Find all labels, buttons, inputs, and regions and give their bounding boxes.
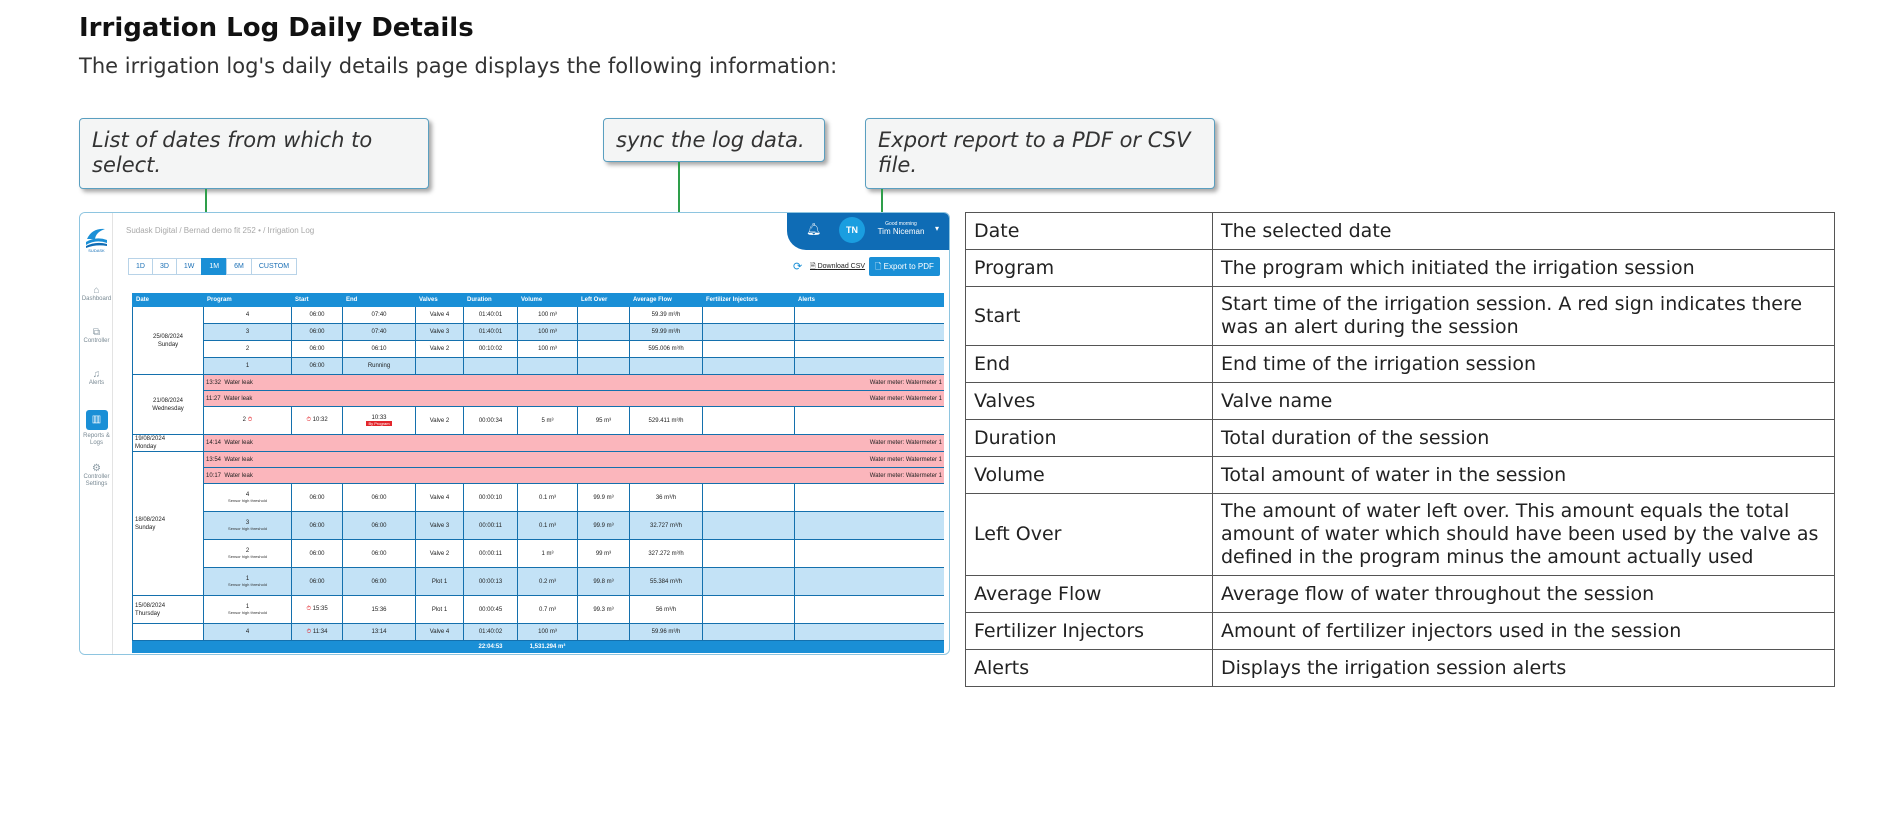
volume-cell: 0.1 m³ <box>518 484 578 512</box>
fertilizer-cell <box>703 358 795 375</box>
callout-sync <box>603 118 825 162</box>
alerts-cell <box>795 568 945 596</box>
definition-term: Average Flow <box>966 576 1213 613</box>
valve-cell: Plot 1 <box>416 568 464 596</box>
controller-icon: ⧉ <box>92 327 101 338</box>
export-pdf-label: Export to PDF <box>883 262 934 271</box>
chart-icon: ▥ <box>86 410 108 430</box>
leftover-cell: 99 m³ <box>578 540 630 568</box>
definition-desc: Displays the irrigation session alerts <box>1213 650 1835 687</box>
table-row[interactable] <box>133 358 945 375</box>
bell-icon: ♫ <box>92 369 101 380</box>
definition-term: Valves <box>966 383 1213 420</box>
definition-row <box>966 213 1835 250</box>
definition-row <box>966 346 1835 383</box>
definition-desc: End time of the irrigation session <box>1213 346 1835 383</box>
sync-icon[interactable]: ⟳ <box>793 261 803 273</box>
alerts-cell <box>795 484 945 512</box>
callout-dates <box>79 118 429 189</box>
leftover-cell <box>578 624 630 641</box>
leftover-cell <box>578 307 630 324</box>
definition-desc: The program which initiated the irrigation session <box>1213 250 1835 287</box>
table-row[interactable] <box>133 484 945 512</box>
duration-cell: 00:00:34 <box>464 407 518 435</box>
duration-cell: 00:00:11 <box>464 512 518 540</box>
alert-row[interactable] <box>133 468 945 484</box>
duration-cell: 00:00:13 <box>464 568 518 596</box>
leftover-cell: 99.9 m³ <box>578 484 630 512</box>
program-cell: 4 <box>204 624 292 641</box>
alert-clock-icon: ⏱ <box>247 417 253 423</box>
sidebar-item-controller[interactable] <box>80 329 113 345</box>
col-duration[interactable]: Duration <box>464 294 518 307</box>
program-cell: 2 <box>204 341 292 358</box>
page-intro: The irrigation log's daily details page displays the following information: <box>79 54 838 78</box>
fertilizer-cell <box>703 596 795 624</box>
flow-cell <box>630 358 703 375</box>
flow-cell: 595.006 m³/h <box>630 341 703 358</box>
start-cell: 06:00 <box>292 484 343 512</box>
definition-desc: Start time of the irrigation session. A red sign indicates there was an alert during the session <box>1213 287 1835 346</box>
leftover-cell: 99.3 m³ <box>578 596 630 624</box>
start-cell: 06:00 <box>292 358 343 375</box>
valve-cell: Valve 3 <box>416 324 464 341</box>
top-bar <box>787 212 950 250</box>
flow-cell: 32.727 m³/h <box>630 512 703 540</box>
home-icon: ⌂ <box>93 285 100 296</box>
duration-cell <box>464 358 518 375</box>
end-cell: 06:00 <box>343 512 416 540</box>
flow-cell: 59.39 m³/h <box>630 307 703 324</box>
start-cell: ⏱ 11:34 <box>292 624 343 641</box>
duration-cell: 01:40:01 <box>464 324 518 341</box>
flow-cell: 59.96 m³/h <box>630 624 703 641</box>
fertilizer-cell <box>703 307 795 324</box>
end-cell: 10:33 By Program <box>343 407 416 435</box>
app-screenshot <box>79 212 950 655</box>
totals-row <box>133 641 945 653</box>
range-1w-button[interactable]: 1W <box>176 258 203 275</box>
table-row[interactable] <box>133 324 945 341</box>
export-pdf-button[interactable]: 🗋︎ Export to PDF <box>869 257 940 276</box>
sidebar-item-alerts[interactable] <box>80 371 113 387</box>
program-cell: 4 <box>204 307 292 324</box>
valve-cell: Valve 4 <box>416 307 464 324</box>
user-greeting[interactable] <box>871 221 931 236</box>
fertilizer-cell <box>703 324 795 341</box>
valve-cell: Valve 3 <box>416 512 464 540</box>
volume-cell: 100 m³ <box>518 324 578 341</box>
download-csv-label: Download CSV <box>817 263 866 270</box>
range-6m-button[interactable]: 6M <box>226 258 252 275</box>
volume-cell: 1 m³ <box>518 540 578 568</box>
valve-cell: Valve 4 <box>416 484 464 512</box>
date-cell <box>133 624 204 641</box>
date-cell: 21/08/2024 Wednesday <box>133 375 204 435</box>
start-cell: 06:00 <box>292 568 343 596</box>
end-cell: 06:00 <box>343 568 416 596</box>
end-cell: 07:40 <box>343 324 416 341</box>
date-range-selector <box>128 258 296 275</box>
alert-cell: 11:27 Water leak Water meter: Watermeter 1 <box>204 391 945 407</box>
table-row[interactable] <box>133 407 945 435</box>
end-cell: 13:14 <box>343 624 416 641</box>
alerts-cell <box>795 624 945 641</box>
definition-row <box>966 420 1835 457</box>
duration-cell: 00:00:45 <box>464 596 518 624</box>
definition-desc: Total duration of the session <box>1213 420 1835 457</box>
start-cell: 06:00 <box>292 512 343 540</box>
start-cell: 06:00 <box>292 540 343 568</box>
alerts-cell <box>795 596 945 624</box>
col-fertilizer-injectors[interactable]: Fertilizer Injectors <box>703 294 795 307</box>
valve-cell <box>416 358 464 375</box>
table-row[interactable] <box>133 596 945 624</box>
valve-cell: Valve 4 <box>416 624 464 641</box>
volume-cell: 0.1 m³ <box>518 512 578 540</box>
duration-cell: 00:10:02 <box>464 341 518 358</box>
alert-row[interactable] <box>133 435 945 452</box>
range-3d-button[interactable]: 3D <box>152 258 177 275</box>
program-cell: 1 Sensor high threshold <box>204 596 292 624</box>
sidebar-item-label: Controller <box>83 338 110 344</box>
table-row[interactable] <box>133 341 945 358</box>
col-program[interactable]: Program <box>204 294 292 307</box>
leftover-cell: 99.9 m³ <box>578 512 630 540</box>
definition-row <box>966 383 1835 420</box>
end-cell: 06:00 <box>343 540 416 568</box>
table-row[interactable] <box>133 540 945 568</box>
page-title: Irrigation Log Daily Details <box>79 13 474 43</box>
date-cell: 19/08/2024 Monday <box>133 435 204 452</box>
end-cell: Running <box>343 358 416 375</box>
program-cell: 1 <box>204 358 292 375</box>
definition-row <box>966 457 1835 494</box>
flow-cell: 59.99 m³/h <box>630 324 703 341</box>
alert-clock-icon: ⏱ <box>306 628 312 635</box>
definition-desc: Valve name <box>1213 383 1835 420</box>
col-start[interactable]: Start <box>292 294 343 307</box>
settings-icon: ⚙ <box>92 463 101 474</box>
avatar[interactable]: TN <box>839 217 865 243</box>
user-name: Tim Niceman <box>877 227 925 236</box>
irrigation-log-table <box>132 293 944 655</box>
start-cell: ⏱ 10:32 <box>292 407 343 435</box>
total-volume: 1,531.294 m³ <box>518 641 578 653</box>
duration-cell: 01:40:02 <box>464 624 518 641</box>
by-program-badge: By Program <box>368 420 390 426</box>
leftover-cell <box>578 341 630 358</box>
breadcrumb[interactable]: Sudask Digital / Bernad demo fit 252 • / Irrigation Log <box>126 226 315 235</box>
fertilizer-cell <box>703 624 795 641</box>
field-definitions-table <box>965 212 1835 687</box>
alert-clock-icon: ⏱ <box>306 417 311 423</box>
alert-cell: 13:54 Water leak Water meter: Watermeter 1 <box>204 452 945 468</box>
program-cell: 4 Sensor high threshold <box>204 484 292 512</box>
end-cell: 07:40 <box>343 307 416 324</box>
volume-cell: 0.2 m³ <box>518 568 578 596</box>
fertilizer-cell <box>703 540 795 568</box>
greeting-text: Good morning <box>885 221 917 227</box>
valve-cell: Plot 1 <box>416 596 464 624</box>
flow-cell: 55.384 m³/h <box>630 568 703 596</box>
leftover-cell <box>578 324 630 341</box>
sidebar-item-label: Alerts <box>88 380 105 386</box>
program-cell: 3 Sensor high threshold <box>204 512 292 540</box>
col-date[interactable]: Date <box>133 294 204 307</box>
definition-row <box>966 650 1835 687</box>
flow-cell: 36 m³/h <box>630 484 703 512</box>
alert-row[interactable] <box>133 391 945 407</box>
duration-cell: 00:00:10 <box>464 484 518 512</box>
definition-row <box>966 250 1835 287</box>
definition-row <box>966 613 1835 650</box>
table-row[interactable] <box>133 512 945 540</box>
volume-cell: 5 m³ <box>518 407 578 435</box>
definition-desc: The selected date <box>1213 213 1835 250</box>
alerts-cell <box>795 307 945 324</box>
valve-cell: Valve 2 <box>416 341 464 358</box>
fertilizer-cell <box>703 407 795 435</box>
volume-cell: 100 m³ <box>518 307 578 324</box>
table-row[interactable] <box>133 568 945 596</box>
alert-cell: 14:14 Water leak Water meter: Watermeter 1 <box>204 435 945 452</box>
definition-term: Start <box>966 287 1213 346</box>
logo-text: SUDASK <box>88 248 105 253</box>
col-volume[interactable]: Volume <box>518 294 578 307</box>
end-cell: 15:36 <box>343 596 416 624</box>
alerts-cell <box>795 512 945 540</box>
sidebar-item-label: Dashboard <box>81 296 112 302</box>
start-cell: 06:00 <box>292 324 343 341</box>
date-cell: 25/08/2024 Sunday <box>133 307 204 375</box>
alert-row[interactable] <box>133 375 945 391</box>
col-valves[interactable]: Valves <box>416 294 464 307</box>
volume-cell: 0.7 m³ <box>518 596 578 624</box>
alert-clock-icon: ⏱ <box>306 606 311 612</box>
alerts-cell <box>795 358 945 375</box>
duration-cell: 00:00:11 <box>464 540 518 568</box>
valve-cell: Valve 2 <box>416 407 464 435</box>
alerts-cell <box>795 407 945 435</box>
callout-dates-text: List of dates from which to select. <box>92 128 373 177</box>
definition-term: Volume <box>966 457 1213 494</box>
volume-cell: 100 m³ <box>518 341 578 358</box>
alert-cell: 13:32 Water leak Water meter: Watermeter 1 <box>204 375 945 391</box>
callout-sync-text: sync the log data. <box>616 128 805 152</box>
definition-term: Left Over <box>966 494 1213 576</box>
definition-desc: Average flow of water throughout the session <box>1213 576 1835 613</box>
definition-term: Duration <box>966 420 1213 457</box>
alert-row[interactable] <box>133 452 945 468</box>
program-cell: 3 <box>204 324 292 341</box>
table-header <box>133 294 945 307</box>
callout-export-text: Export report to a PDF or CSV file. <box>878 128 1191 177</box>
definition-desc: The amount of water left over. This amount equals the total amount of water which should have been used by the valve as defined in the program minus the amount actually used <box>1213 494 1835 576</box>
range-1m-button[interactable]: 1M <box>201 258 227 275</box>
sidebar-item-controller-settings[interactable] <box>80 465 113 488</box>
col-end[interactable]: End <box>343 294 416 307</box>
fertilizer-cell <box>703 568 795 596</box>
definition-desc: Total amount of water in the session <box>1213 457 1835 494</box>
leftover-cell: 99.8 m³ <box>578 568 630 596</box>
definition-row <box>966 287 1835 346</box>
definition-term: Fertilizer Injectors <box>966 613 1213 650</box>
fertilizer-cell <box>703 512 795 540</box>
flow-cell: 529.411 m³/h <box>630 407 703 435</box>
leftover-cell <box>578 358 630 375</box>
date-cell: 18/08/2024 Sunday <box>133 452 204 596</box>
definition-term: End <box>966 346 1213 383</box>
col-average-flow[interactable]: Average Flow <box>630 294 703 307</box>
definition-term: Date <box>966 213 1213 250</box>
callout-export <box>865 118 1215 189</box>
table-row[interactable] <box>133 624 945 641</box>
program-cell: 2 Sensor high threshold <box>204 540 292 568</box>
end-cell: 06:10 <box>343 341 416 358</box>
program-cell: 2 ⏱ <box>204 407 292 435</box>
duration-cell: 01:40:01 <box>464 307 518 324</box>
volume-cell: 100 m³ <box>518 624 578 641</box>
alert-cell: 10:17 Water leak Water meter: Watermeter 1 <box>204 468 945 484</box>
sidebar-item-label: Reports & Logs <box>83 433 110 446</box>
definition-term: Program <box>966 250 1213 287</box>
sudask-logo <box>83 225 110 253</box>
sidebar-item-reports[interactable] <box>80 410 113 447</box>
flow-cell: 327.272 m³/h <box>630 540 703 568</box>
total-duration: 22:04:53 <box>464 641 518 653</box>
download-csv-link[interactable]: 🗎︎ Download CSV <box>810 263 866 270</box>
program-cell: 1 Sensor high threshold <box>204 568 292 596</box>
valve-cell: Valve 2 <box>416 540 464 568</box>
chevron-down-icon[interactable]: ▾ <box>935 224 940 233</box>
flow-cell: 56 m³/h <box>630 596 703 624</box>
sidebar-item-label: Controller Settings <box>83 474 110 487</box>
col-left-over[interactable]: Left Over <box>578 294 630 307</box>
definition-desc: Amount of fertilizer injectors used in the session <box>1213 613 1835 650</box>
alerts-cell <box>795 324 945 341</box>
fertilizer-cell <box>703 484 795 512</box>
alerts-cell <box>795 341 945 358</box>
volume-cell <box>518 358 578 375</box>
leftover-cell: 95 m³ <box>578 407 630 435</box>
end-cell: 06:00 <box>343 484 416 512</box>
start-cell: 06:00 <box>292 341 343 358</box>
date-cell: 15/08/2024 Thursday <box>133 596 204 624</box>
range-1d-button[interactable]: 1D <box>128 258 153 275</box>
definition-term: Alerts <box>966 650 1213 687</box>
range-custom-button[interactable]: CUSTOM <box>251 258 297 275</box>
start-cell: ⏱ 15:35 <box>292 596 343 624</box>
sidebar-item-dashboard[interactable] <box>80 287 113 303</box>
alerts-cell <box>795 540 945 568</box>
start-cell: 06:00 <box>292 307 343 324</box>
col-alerts[interactable]: Alerts <box>795 294 945 307</box>
definition-row <box>966 494 1835 576</box>
table-row[interactable] <box>133 307 945 324</box>
fertilizer-cell <box>703 341 795 358</box>
definition-row <box>966 576 1835 613</box>
notification-bell-icon[interactable]: 🔔︎ <box>806 222 822 236</box>
sidebar <box>80 213 113 654</box>
